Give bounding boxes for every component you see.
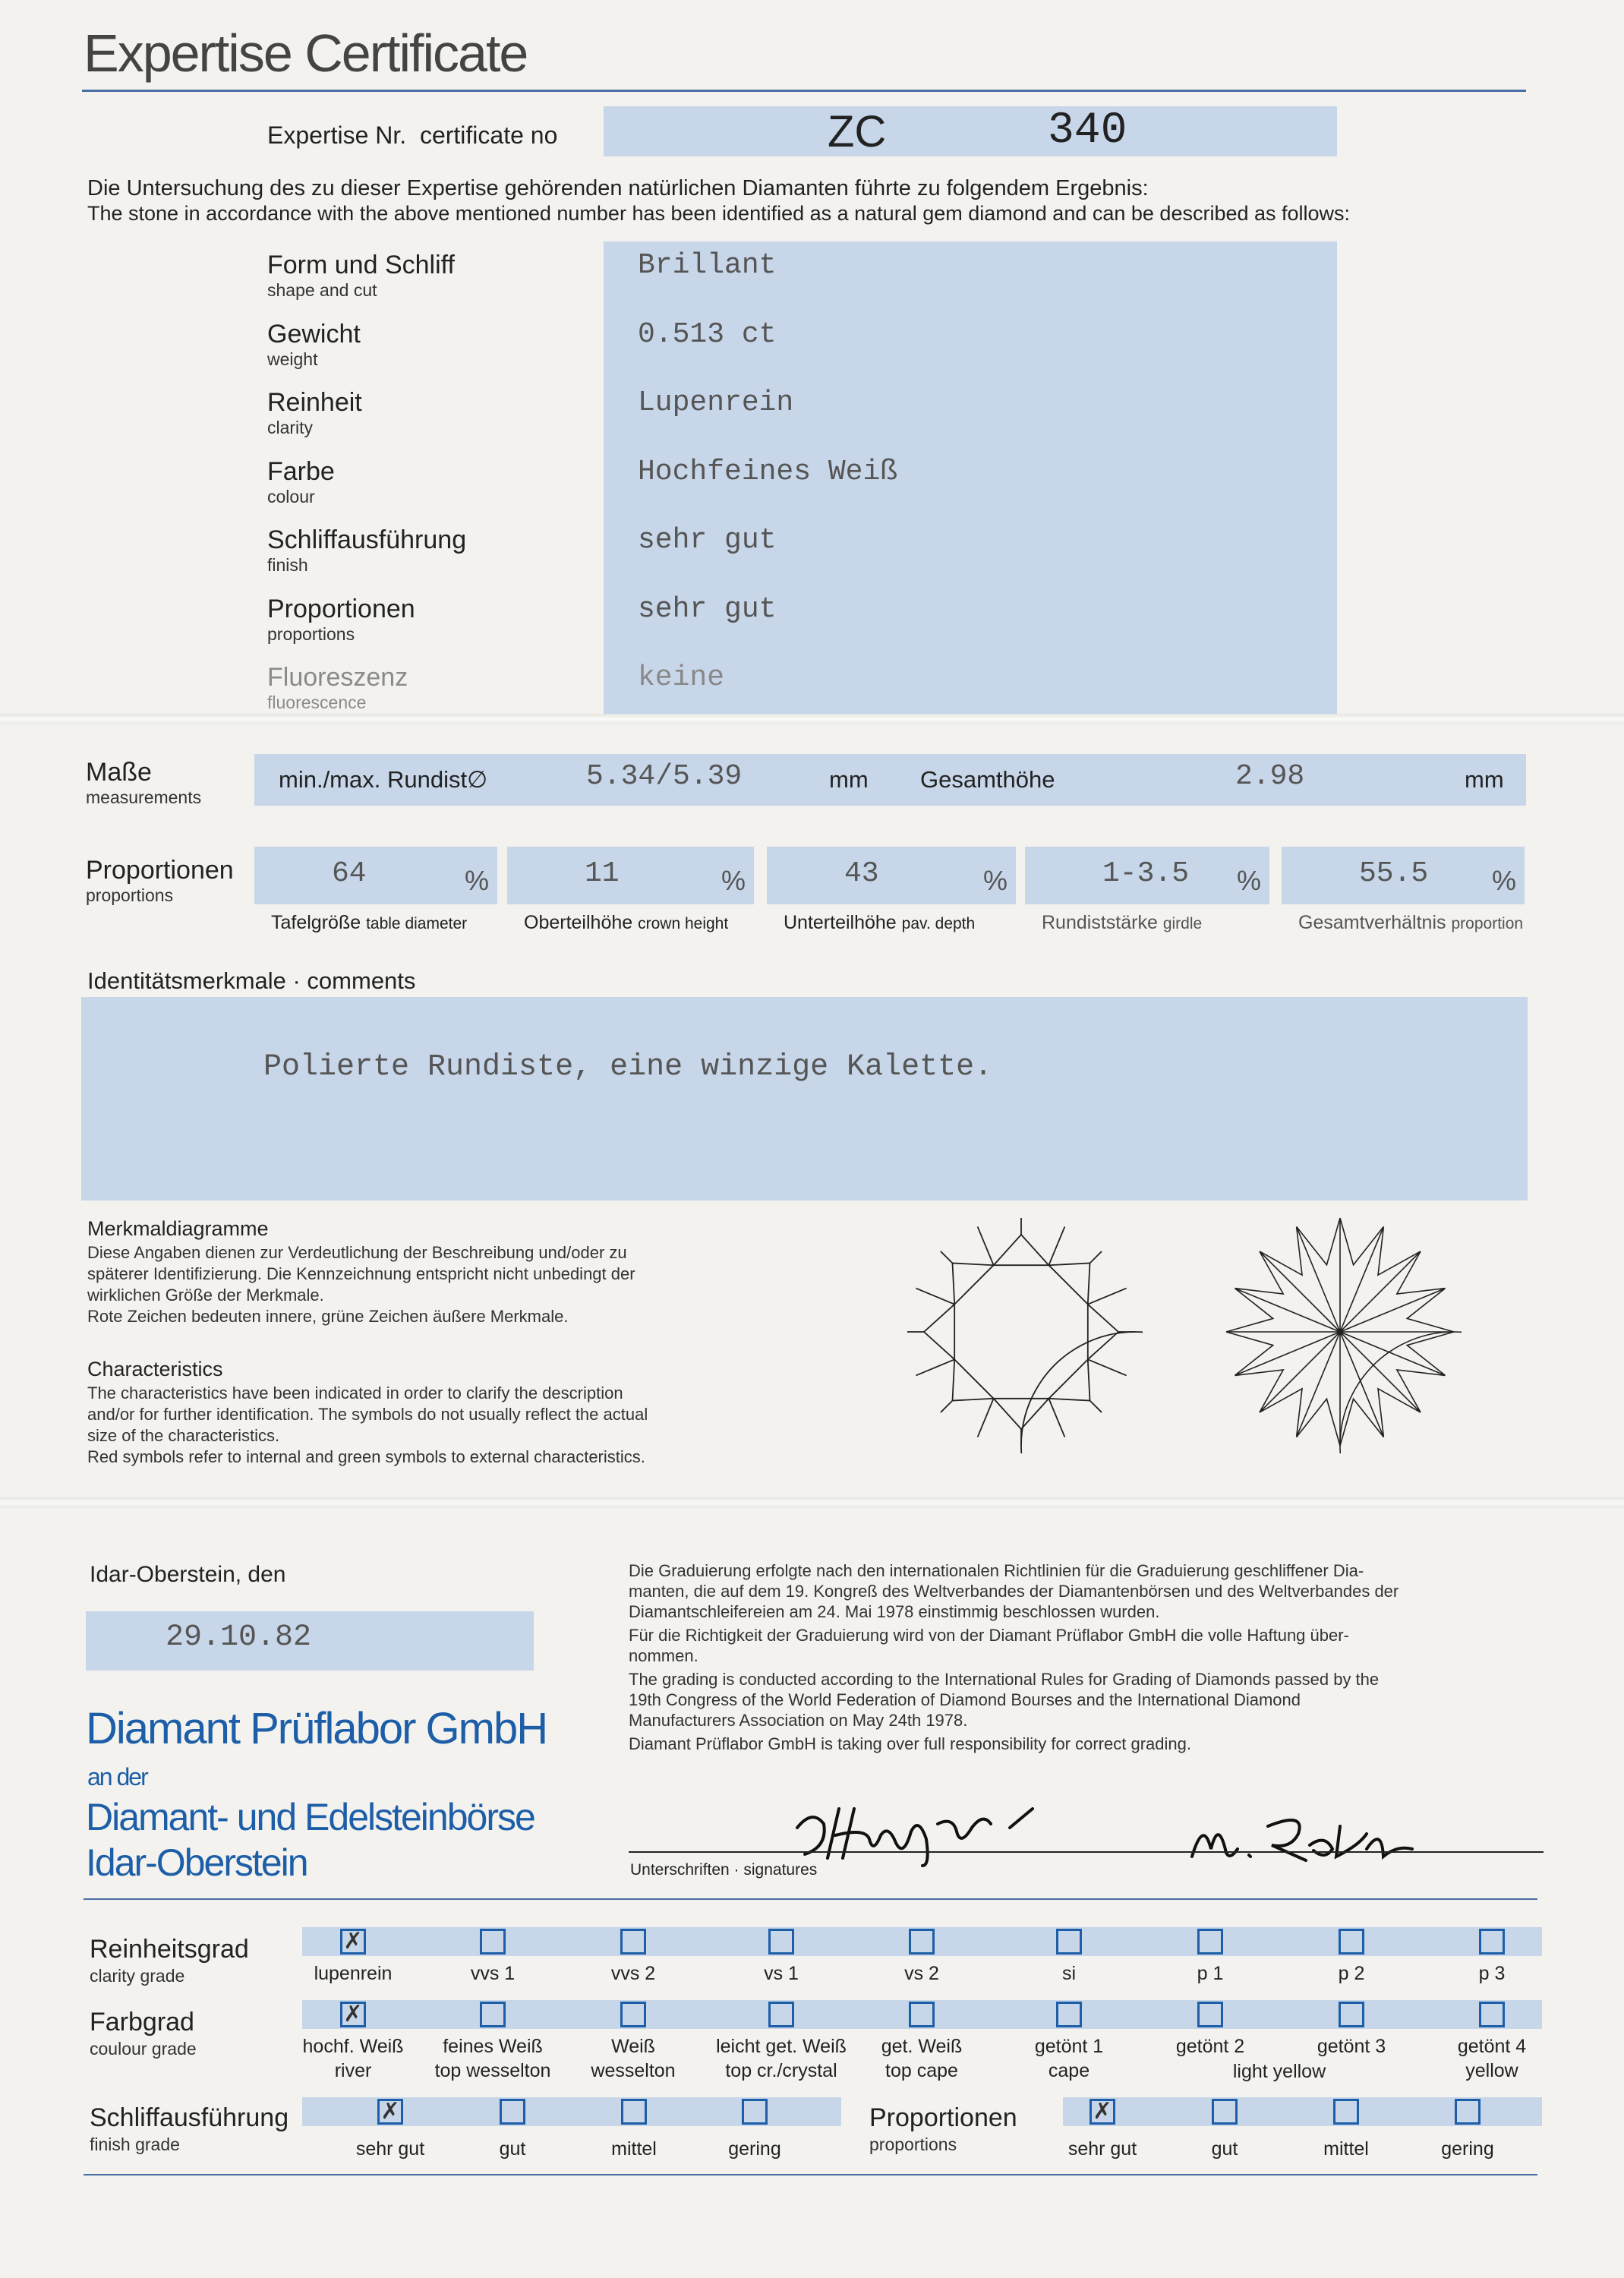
property-label: Form und Schliff bbox=[267, 251, 455, 279]
grades-bottom-rule bbox=[84, 2174, 1537, 2175]
property-value: sehr gut bbox=[638, 524, 777, 557]
grade-checkbox[interactable] bbox=[1479, 2002, 1505, 2027]
legal-line: nommen. bbox=[629, 1646, 698, 1665]
pavilion-facets bbox=[1226, 1218, 1454, 1446]
grade-checkbox[interactable] bbox=[620, 2002, 646, 2027]
diagram-notes-en bbox=[87, 1383, 648, 1468]
diagram-note-line: Rote Zeichen bedeuten innere, grüne Zeichen äußere Merkmale. bbox=[87, 1307, 569, 1326]
grade-option-sublabel: top wesselton bbox=[434, 2060, 551, 2081]
comments-label: Identitätsmerkmale · comments bbox=[87, 967, 416, 994]
grade-checkbox[interactable] bbox=[1056, 1929, 1082, 1955]
diagram-note-line: späterer Identifizierung. Die Kennzeichnung entspricht nicht unbedingt der bbox=[87, 1264, 635, 1283]
proportion-grade-label: Proportionen bbox=[869, 2103, 1017, 2132]
property-sublabel: finish bbox=[267, 555, 308, 575]
proportion-value: 64 bbox=[332, 857, 367, 890]
grade-checkbox[interactable] bbox=[500, 2099, 525, 2125]
grade-checkbox[interactable] bbox=[1197, 2002, 1223, 2027]
diagram-notes-title-de: Merkmaldiagramme bbox=[87, 1217, 269, 1240]
property-value: Hochfeines Weiß bbox=[638, 455, 898, 488]
grade-checkbox[interactable] bbox=[1212, 2099, 1238, 2125]
grade-option-label: getönt 4 bbox=[1457, 2036, 1527, 2057]
legal-line: 19th Congress of the World Federation of Diamond Bourses and the International Diamond bbox=[629, 1690, 1301, 1709]
total-height-label: Gesamthöhe bbox=[920, 766, 1055, 793]
proportion-caption-en: pav. depth bbox=[901, 915, 976, 932]
grade-checkbox[interactable] bbox=[1089, 2099, 1115, 2125]
grade-checkbox[interactable] bbox=[1339, 2002, 1364, 2027]
intro-german: Die Untersuchung des zu dieser Expertise gehörenden natürlichen Diamanten führte zu folgendem Ergebnis: bbox=[87, 176, 1149, 200]
grade-checkbox[interactable] bbox=[620, 1929, 646, 1955]
legal-line: Für die Richtigkeit der Graduierung wird von der Diamant Prüflabor GmbH die volle Haftung über- bbox=[629, 1626, 1349, 1645]
grade-option-label: p 1 bbox=[1197, 1963, 1224, 1984]
crown-girdle bbox=[1021, 1332, 1143, 1453]
grade-option-label: gut bbox=[1211, 2138, 1238, 2160]
grade-option-label: lupenrein bbox=[314, 1963, 393, 1984]
grade-option-label: si bbox=[1061, 1963, 1077, 1984]
proportion-cell bbox=[254, 847, 497, 904]
grade-checkbox[interactable] bbox=[1479, 1929, 1505, 1955]
check-mark-icon: ✗ bbox=[380, 2099, 400, 2124]
company-name: Diamant Prüflabor GmbH bbox=[86, 1704, 547, 1753]
issue-place: Idar-Oberstein, den bbox=[90, 1562, 286, 1587]
proportion-caption bbox=[1298, 912, 1523, 934]
proportion-caption-de: Gesamtverhältnis bbox=[1298, 912, 1446, 933]
property-label: Fluoreszenz bbox=[267, 663, 408, 692]
header-rule bbox=[82, 90, 1526, 92]
grade-checkbox[interactable] bbox=[1455, 2099, 1481, 2125]
finish-grade-sublabel: finish grade bbox=[90, 2134, 180, 2154]
grade-checkbox[interactable] bbox=[377, 2099, 403, 2125]
clarity-grade-sublabel: clarity grade bbox=[90, 1966, 185, 1986]
grades-top-rule bbox=[84, 1898, 1537, 1900]
total-height-value: 2.98 bbox=[1235, 760, 1305, 793]
grade-option-label: mittel bbox=[611, 2138, 657, 2160]
grade-checkbox[interactable] bbox=[340, 2002, 366, 2027]
proportion-cell bbox=[767, 847, 1016, 904]
grade-option-label: sehr gut bbox=[1067, 2138, 1137, 2160]
grade-checkbox[interactable] bbox=[1333, 2099, 1359, 2125]
measurements-sublabel: measurements bbox=[86, 787, 202, 807]
grade-option-label: gering bbox=[1441, 2138, 1494, 2160]
property-sublabel: shape and cut bbox=[267, 280, 377, 300]
check-mark-icon: ✗ bbox=[1093, 2099, 1112, 2124]
grade-option-label: p 2 bbox=[1338, 1963, 1365, 1984]
property-value: 0.513 ct bbox=[638, 317, 777, 351]
grade-checkbox[interactable] bbox=[1056, 2002, 1082, 2027]
signature-label: Unterschriften · signatures bbox=[630, 1861, 818, 1879]
diagram-notes-title-en: Characteristics bbox=[87, 1358, 223, 1380]
property-label: Farbe bbox=[267, 456, 335, 486]
legal-line: Diamantschleifereien am 24. Mai 1978 einstimmig beschlossen wurden. bbox=[629, 1602, 1160, 1621]
grade-option-label: getönt 2 bbox=[1175, 2036, 1245, 2057]
proportion-caption bbox=[524, 912, 728, 934]
company-line: Diamant- und Edelsteinbörse bbox=[86, 1796, 535, 1838]
percent-sign: % bbox=[1237, 865, 1262, 896]
proportion-caption-de: Tafelgröße bbox=[271, 912, 361, 933]
grade-checkbox[interactable] bbox=[768, 2002, 794, 2027]
grade-option-label: sehr gut bbox=[355, 2138, 425, 2160]
grade-checkbox[interactable] bbox=[1339, 1929, 1364, 1955]
proportions-sublabel: proportions bbox=[86, 885, 174, 905]
percent-sign: % bbox=[1492, 865, 1517, 896]
proportion-caption-en: proportion bbox=[1451, 915, 1524, 932]
grade-option-label: gering bbox=[728, 2138, 781, 2160]
proportion-grade-sublabel: proportions bbox=[869, 2134, 957, 2154]
certificate-prefix: ZC bbox=[828, 107, 887, 156]
grade-option-label: vvs 2 bbox=[610, 1963, 656, 1984]
proportion-caption bbox=[784, 912, 975, 934]
legal-line: Manufacturers Association on May 24th 1978. bbox=[629, 1711, 968, 1730]
proportion-cell bbox=[507, 847, 754, 904]
proportion-caption-de: Oberteilhöhe bbox=[524, 912, 633, 933]
grade-option-label: hochf. Weiß bbox=[302, 2036, 404, 2057]
percent-sign: % bbox=[721, 865, 746, 896]
grade-checkbox[interactable] bbox=[1197, 1929, 1223, 1955]
grade-option-label: getönt 1 bbox=[1034, 2036, 1104, 2057]
finish-grade-label: Schliffausführung bbox=[90, 2103, 289, 2132]
crown-facets bbox=[907, 1218, 1135, 1446]
issue-date-field bbox=[86, 1611, 534, 1671]
diagram-notes-de bbox=[87, 1242, 635, 1327]
clarity-grade-label: Reinheitsgrad bbox=[90, 1935, 249, 1964]
grade-checkbox[interactable] bbox=[742, 2099, 768, 2125]
girdle-diameter-value: 5.34/5.39 bbox=[586, 760, 743, 793]
grade-checkbox[interactable] bbox=[909, 2002, 935, 2027]
certificate-number: 340 bbox=[1048, 106, 1127, 156]
proportion-value: 11 bbox=[585, 857, 620, 890]
certificate-number-field bbox=[604, 106, 1337, 156]
proportion-caption bbox=[271, 912, 467, 934]
diagram-note-line: Diese Angaben dienen zur Verdeutlichung der Beschreibung und/oder zu bbox=[87, 1243, 627, 1262]
grade-option-label: getönt 3 bbox=[1317, 2036, 1386, 2057]
grade-option-label: leicht get. Weiß bbox=[716, 2036, 847, 2057]
proportions-label: Proportionen bbox=[86, 856, 234, 885]
grade-option-sublabel: wesselton bbox=[591, 2060, 676, 2081]
grade-option-sublabel: cape bbox=[1048, 2060, 1090, 2081]
diagram-note-line: wirklichen Größe der Merkmale. bbox=[87, 1286, 324, 1305]
property-sublabel: fluorescence bbox=[267, 693, 367, 712]
property-value: sehr gut bbox=[638, 592, 777, 626]
property-sublabel: colour bbox=[267, 486, 315, 506]
grade-checkbox[interactable] bbox=[768, 1929, 794, 1955]
company-line: Idar-Oberstein bbox=[86, 1841, 307, 1884]
proportion-cell bbox=[1282, 847, 1525, 904]
proportion-caption-de: Unterteilhöhe bbox=[784, 912, 897, 933]
proportion-caption-de: Rundiststärke bbox=[1042, 912, 1158, 933]
percent-sign: % bbox=[465, 865, 490, 896]
property-value: Brillant bbox=[638, 249, 777, 282]
grade-option-sublabel: top cape bbox=[885, 2060, 958, 2081]
property-label: Gewicht bbox=[267, 319, 361, 349]
grade-checkbox[interactable] bbox=[621, 2099, 647, 2125]
grade-option-label: Weiß bbox=[611, 2036, 655, 2057]
grade-option-label: p 3 bbox=[1478, 1963, 1506, 1984]
property-label: Schliffausführung bbox=[267, 525, 467, 554]
grade-option-label: vs 1 bbox=[764, 1963, 799, 1984]
proportion-value: 1-3.5 bbox=[1102, 857, 1190, 890]
proportion-caption-en: table diameter bbox=[366, 915, 468, 932]
property-value: Lupenrein bbox=[638, 387, 794, 419]
diagram-note-line: Red symbols refer to internal and green symbols to external characteristics. bbox=[87, 1447, 645, 1466]
property-value: keine bbox=[638, 661, 725, 694]
legal-text bbox=[629, 1560, 1544, 1754]
girdle-diameter-unit: mm bbox=[829, 766, 869, 793]
company-line: an der bbox=[87, 1763, 147, 1791]
diagram-note-line: The characteristics have been indicated in order to clarify the description bbox=[87, 1384, 623, 1402]
comments-field bbox=[81, 997, 1528, 1201]
comments-text: Polierte Rundiste, eine winzige Kalette. bbox=[263, 1050, 993, 1084]
issue-date: 29.10.82 bbox=[166, 1620, 312, 1655]
signature-1-icon bbox=[782, 1794, 1101, 1869]
crown-diagram-icon bbox=[900, 1210, 1143, 1453]
percent-sign: % bbox=[983, 865, 1008, 896]
legal-line: Die Graduierung erfolgte nach den internationalen Richtlinien für die Graduierung geschliffener Dia- bbox=[629, 1561, 1364, 1580]
diagram-note-line: and/or for further identification. The symbols do not usually reflect the actual bbox=[87, 1405, 648, 1424]
check-mark-icon: ✗ bbox=[343, 1929, 363, 1954]
paper-fold bbox=[0, 714, 1624, 724]
colour-grade-label: Farbgrad bbox=[90, 2008, 194, 2037]
proportion-value: 55.5 bbox=[1359, 857, 1429, 890]
grade-option-label: get. Weiß bbox=[881, 2036, 963, 2057]
measurements-label: Maße bbox=[86, 758, 152, 787]
proportion-cell bbox=[1025, 847, 1269, 904]
measurements-field bbox=[254, 754, 1526, 806]
grade-checkbox[interactable] bbox=[480, 2002, 506, 2027]
grade-checkbox[interactable] bbox=[909, 1929, 935, 1955]
certificate-title: Expertise Certificate bbox=[84, 24, 528, 83]
signature-line bbox=[629, 1851, 1544, 1853]
proportion-caption-en: crown height bbox=[638, 915, 729, 932]
girdle-diameter-label: min./max. Rundist∅ bbox=[279, 766, 488, 793]
grade-option-label: mittel bbox=[1323, 2138, 1369, 2160]
legal-line: manten, die auf dem 19. Kongreß des Weltverbandes der Diamantenbörsen und des Weltverbandes der bbox=[629, 1582, 1399, 1601]
diagram-note-line: size of the characteristics. bbox=[87, 1426, 280, 1445]
grade-option-label: vs 2 bbox=[904, 1963, 939, 1984]
total-height-unit: mm bbox=[1465, 766, 1504, 793]
grade-checkbox[interactable] bbox=[480, 1929, 506, 1955]
property-label: Proportionen bbox=[267, 594, 415, 623]
proportion-caption bbox=[1042, 912, 1202, 934]
legal-line: The grading is conducted according to the International Rules for Grading of Diamonds passed by the bbox=[629, 1670, 1380, 1689]
grade-option-sublabel: top cr./crystal bbox=[725, 2060, 837, 2081]
property-sublabel: weight bbox=[267, 349, 318, 369]
proportion-value: 43 bbox=[844, 857, 879, 890]
legal-line: Diamant Prüflabor GmbH is taking over full responsibility for correct grading. bbox=[629, 1734, 1191, 1753]
property-sublabel: proportions bbox=[267, 623, 355, 644]
crown-table bbox=[954, 1265, 1088, 1399]
paper-fold bbox=[0, 1497, 1624, 1508]
grade-option-label: vvs 1 bbox=[470, 1963, 516, 1984]
pavilion-diagram-icon bbox=[1219, 1210, 1462, 1453]
grade-option-sublabel: yellow bbox=[1465, 2060, 1518, 2081]
check-mark-icon: ✗ bbox=[343, 2002, 363, 2027]
certificate-number-label: Expertise Nr. certificate no bbox=[267, 121, 558, 149]
grade-option-sublabel: river bbox=[334, 2060, 372, 2081]
grade-option-label: feines Weiß bbox=[443, 2036, 543, 2057]
colour-grade-light-yellow: light yellow bbox=[1232, 2061, 1326, 2082]
property-sublabel: clarity bbox=[267, 418, 314, 437]
proportion-caption-en: girdle bbox=[1162, 915, 1203, 932]
grade-checkbox[interactable] bbox=[340, 1929, 366, 1955]
intro-english: The stone in accordance with the above mentioned number has been identified as a natural gem diamond and can be described as follows: bbox=[87, 202, 1351, 225]
grade-option-label: gut bbox=[499, 2138, 526, 2160]
property-label: Reinheit bbox=[267, 388, 362, 417]
signature-2-icon bbox=[1184, 1803, 1503, 1872]
colour-grade-sublabel: coulour grade bbox=[90, 2039, 197, 2059]
